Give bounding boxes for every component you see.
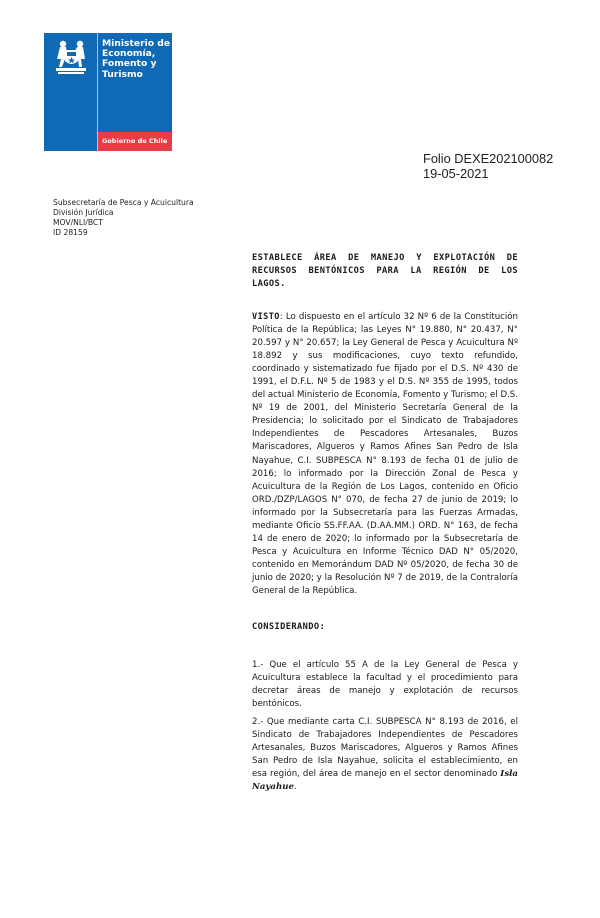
department-line: División Jurídica <box>53 208 114 217</box>
department-line: Subsecretaría de Pesca y Acuicultura <box>53 198 194 207</box>
point-2-end: . <box>293 782 297 793</box>
visto-paragraph <box>252 311 518 598</box>
logo-divider <box>97 33 98 151</box>
folio-number: Folio DEXE202100082 <box>423 151 554 166</box>
visto-label: VISTO <box>252 312 280 322</box>
gobierno-label: Gobierno de Chile <box>102 137 168 145</box>
document-title: ESTABLECE ÁREA DE MANEJO Y EXPLOTACIÓN DE RECURSOS BENTÓNICOS PARA LA REGIÓN DE LOS LAGOS. <box>252 253 518 289</box>
folio-block <box>423 151 553 181</box>
considerando-point-2 <box>252 716 518 794</box>
government-logo <box>44 33 172 151</box>
visto-text: : Lo dispuesto en el artículo 32 Nº 6 de la Constitución Política de la República; las Leyes N° 19.880, N° 20.437, N° 20.597 y N° 20.657; la Ley General de Pesca y Acuicultura Nº 18.892 y sus modificaciones, cuyo texto refundido, coordinado y sistematizado fue fijado por el D.S. Nº 430 de 1991, el D.F.L. Nº 5 de 1983 y el D.S. Nº 355 de 1995, todos del actual Ministerio de Economía, Fomento y Turismo; el D.S. Nº 19 de 2001, del Ministerio Secretaría General de la Presidencia; lo solicitado por el Sindicato de Trabajadores Independientes de Pescadores Artesanales, Buzos Mariscadores, Algueros y Ramos Afines San Pedro de Isla Nayahue, C.I. SUBPESCA N° 8.193 de fecha 01 de julio de 2016; lo informado por la Dirección Zonal de Pesca y Acuicultura de la Región de Los Lagos, contenido en Oficio ORD./DZP/LAGOS N° 070, de fecha 27 de junio de 2019; lo informado por la Subsecretaría para las Fuerzas Armadas, mediante Oficio SS.FF.AA. (D.AA.MM.) ORD. N° 163, de fecha 14 de enero de 2020; lo informado por la Subsecretaría de Pesca y Acuicultura en Informe Técnico DAD N° 05/2020, contenido en Memorándum DAD Nº 05/2020, de fecha 30 de junio de 2020; y la Resolución Nº 7 de 2019, de la Contraloría General de la República. <box>252 312 518 596</box>
point-2-emphasis: Isla Nayahue <box>252 769 518 793</box>
considerando-heading: CONSIDERANDO: <box>252 622 326 632</box>
point-2-text: 2.- Que mediante carta C.I. SUBPESCA N° 8.193 de 2016, el Sindicato de Trabajadores Independientes de Pescadores Artesanales, Buzos Mariscadores, Algueros y Ramos Afines San Pedro de Isla Nayahue, solicita el establecimiento, en esa región, del área de manejo en el sector denominado <box>252 717 518 780</box>
department-header <box>53 198 194 238</box>
department-line: MOV/NLI/BCT <box>53 218 103 227</box>
ministry-line: Ministerio de <box>102 38 171 49</box>
ministry-name <box>102 39 172 80</box>
ministry-line: Economía, <box>102 48 156 60</box>
ministry-line: Turismo <box>102 68 143 80</box>
coat-of-arms-icon <box>50 37 92 79</box>
ministry-line: Fomento y <box>102 58 157 70</box>
considerando-point-1: 1.- Que el artículo 55 A de la Ley General de Pesca y Acuicultura establece la facultad y el procedimiento para decretar áreas de manejo y explotación de recursos bentónicos. <box>252 660 518 710</box>
folio-date: 19-05-2021 <box>423 166 489 181</box>
department-line: ID 28159 <box>53 228 88 237</box>
logo-flag-blue <box>44 132 97 151</box>
